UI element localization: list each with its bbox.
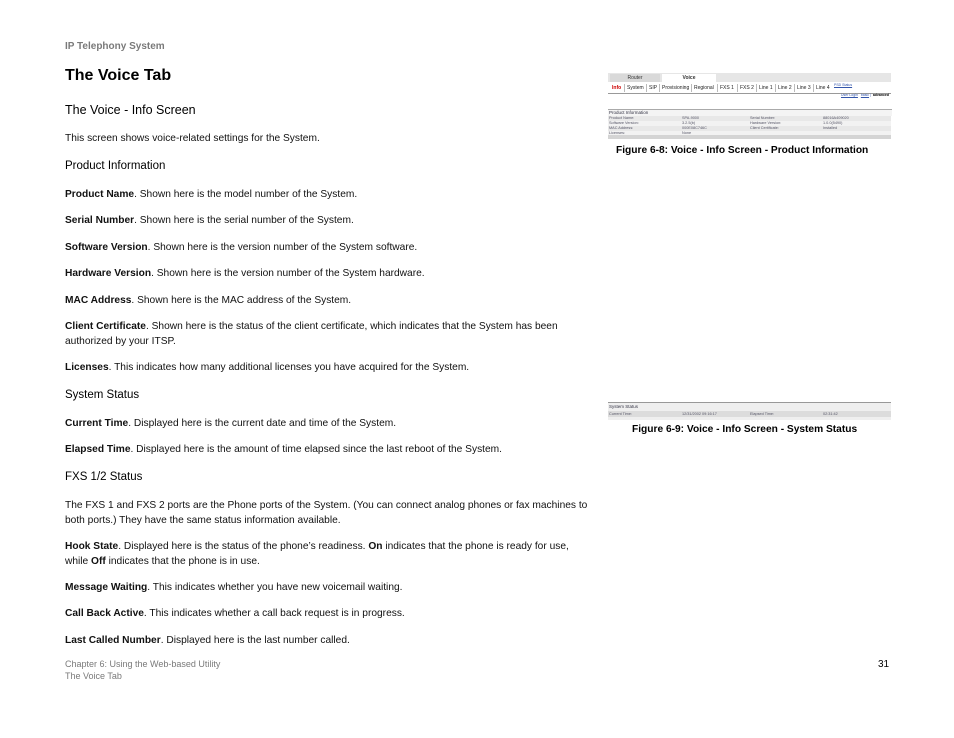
page-footer xyxy=(65,658,220,682)
description: . Displayed here is the amount of time elapsed since the last reboot of the System. xyxy=(130,444,502,455)
paragraph-fxs-intro: The FXS 1 and FXS 2 ports are the Phone ports of the System. (You can connect analog phones or fax machines to both ports.) They have the same status information available. xyxy=(65,500,588,526)
row-label: Licenses: xyxy=(609,131,626,135)
description: . Shown here is the version number of the System software. xyxy=(147,242,418,253)
row-label: Elapsed Time: xyxy=(750,412,775,416)
row-value: 1.0.0(5490) xyxy=(823,121,843,125)
section-heading-system: System Status xyxy=(65,389,140,401)
nav-line3[interactable]: Line 3 xyxy=(794,84,813,92)
row-value: 02:31:42 xyxy=(823,412,838,416)
user-login-link[interactable]: User Login xyxy=(840,93,858,97)
nav-provisioning[interactable]: Provisioning xyxy=(659,84,691,92)
description: . Displayed here is the last number called. xyxy=(160,635,350,646)
nav-fxs1[interactable]: FXS 1 xyxy=(717,84,736,92)
page-number: 31 xyxy=(878,659,890,670)
row-value: None xyxy=(682,131,692,135)
paragraph-product-name xyxy=(65,187,590,202)
row-label: Client Certificate: xyxy=(750,126,779,130)
table-footer-bar xyxy=(608,135,891,139)
description: . Shown here is the status of the client certificate, which indicates that the System has been authorized by your ITSP. xyxy=(65,321,558,347)
paragraph-elapsed-time xyxy=(65,442,590,457)
term: Last Called Number xyxy=(65,635,161,646)
description: . This indicates whether a call back request is in progress. xyxy=(143,608,405,619)
description: . Shown here is the version number of the System hardware. xyxy=(151,268,425,279)
section-heading-fxs: FXS 1/2 Status xyxy=(65,471,143,483)
description: . Shown here is the MAC address of the System. xyxy=(131,295,352,306)
paragraph-call-back-active xyxy=(65,606,590,621)
product-info-section-header: Product Information xyxy=(608,109,892,116)
system-status-section-header: System Status xyxy=(609,404,639,409)
row-label: Product Name: xyxy=(609,116,635,120)
description: . Shown here is the serial number of the System. xyxy=(134,215,354,226)
row-value: Installed xyxy=(823,126,838,130)
row-value: 3.2.5(b) xyxy=(682,121,696,125)
row-value: 000E08C746C xyxy=(682,126,707,130)
page-title: The Voice Tab xyxy=(65,67,172,84)
term: Licenses xyxy=(65,362,109,373)
row-value: SPA-9000 xyxy=(682,116,700,120)
footer-chapter: Chapter 6: Using the Web-based Utility xyxy=(65,659,221,669)
paragraph-software-version xyxy=(65,240,590,255)
nav-system[interactable]: System xyxy=(624,84,646,92)
description: . Shown here is the model number of the System. xyxy=(134,189,358,200)
row-label: Serial Number: xyxy=(750,116,776,120)
nav-line4[interactable]: Line 4 xyxy=(813,84,832,92)
top-tab-bar xyxy=(608,73,891,82)
paragraph-mac-address xyxy=(65,293,590,308)
nav-line2[interactable]: Line 2 xyxy=(775,84,794,92)
term: Current Time xyxy=(65,418,129,429)
footer-section: The Voice Tab xyxy=(65,671,122,681)
description: indicates that the phone is ready for use, while xyxy=(65,541,569,567)
term: Serial Number xyxy=(65,215,135,226)
nav-regional[interactable]: Regional xyxy=(691,84,716,92)
figure-system-status-screenshot xyxy=(608,402,891,420)
section-heading-product: Product Information xyxy=(65,160,166,172)
row-label: MAC Address: xyxy=(609,126,634,130)
table-row xyxy=(608,411,891,417)
figure-caption: Figure 6-9: Voice - Info Screen - System Status xyxy=(632,424,858,435)
description: indicates that the phone is in use. xyxy=(105,556,260,567)
paragraph-client-certificate xyxy=(65,319,590,349)
term: Software Version xyxy=(65,242,148,253)
description: . This indicates how many additional licenses you have acquired for the System. xyxy=(108,362,470,373)
paragraph-last-called-number xyxy=(65,633,590,648)
term: Call Back Active xyxy=(65,608,144,619)
basic-link[interactable]: basic xyxy=(860,93,870,97)
term: Product Name xyxy=(65,189,135,200)
paragraph-hook-state xyxy=(65,539,590,569)
row-value: 12/31/2002 09:16:17 xyxy=(682,412,717,416)
description: . Displayed here is the current date and time of the System. xyxy=(128,418,397,429)
term: Hardware Version xyxy=(65,268,152,279)
advanced-link[interactable]: advanced xyxy=(872,93,889,97)
figure-caption: Figure 6-8: Voice - Info Screen - Product Information xyxy=(616,145,869,156)
tab-voice[interactable]: Voice xyxy=(662,74,716,82)
term-on: On xyxy=(368,541,383,552)
term: MAC Address xyxy=(65,295,132,306)
figure-product-information-screenshot xyxy=(608,73,891,139)
description: . Displayed here is the status of the phone’s readiness. xyxy=(118,541,369,552)
term: Hook State xyxy=(65,541,119,552)
view-mode-links: User Login basic | advanced xyxy=(840,93,889,97)
nav-line1[interactable]: Line 1 xyxy=(756,84,775,92)
term: Client Certificate xyxy=(65,321,146,332)
intro-paragraph: This screen shows voice-related settings for the System. xyxy=(65,133,320,144)
paragraph-licenses xyxy=(65,360,590,375)
row-label: Current Time: xyxy=(609,412,632,416)
nav-info[interactable]: Info xyxy=(612,85,622,91)
paragraph-message-waiting xyxy=(65,580,590,595)
description: . This indicates whether you have new voicemail waiting. xyxy=(147,582,403,593)
running-header: IP Telephony System xyxy=(65,41,165,52)
row-label: Software Version: xyxy=(609,121,639,125)
term: Elapsed Time xyxy=(65,444,131,455)
paragraph-serial-number xyxy=(65,213,590,228)
term-off: Off xyxy=(91,556,106,567)
term: Message Waiting xyxy=(65,582,148,593)
section-title: The Voice - Info Screen xyxy=(65,103,196,117)
row-value: 88016A409020 xyxy=(823,116,849,120)
tab-router[interactable]: Router xyxy=(610,74,660,82)
nav-fxs2[interactable]: FXS 2 xyxy=(737,84,756,92)
paragraph-current-time xyxy=(65,416,590,431)
row-label: Hardware Version: xyxy=(750,121,782,125)
nav-psd-status-link[interactable]: PSD Status xyxy=(834,83,853,87)
nav-sip[interactable]: SIP xyxy=(646,84,659,92)
paragraph-hardware-version xyxy=(65,266,590,281)
